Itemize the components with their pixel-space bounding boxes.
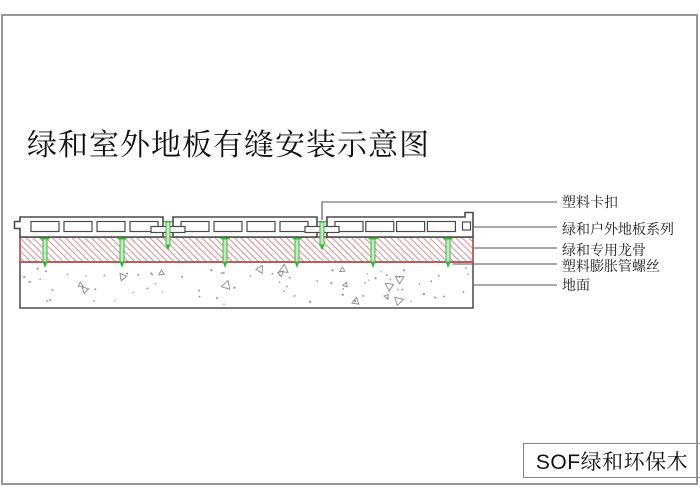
callout-label-plastic-clip: 塑料卡扣 <box>562 194 618 210</box>
callout-label-ground: 地面 <box>562 277 590 293</box>
callout-label-keel: 绿和专用龙骨 <box>562 242 646 258</box>
drawing-title: 绿和室外地板有缝安装示意图 <box>27 129 430 162</box>
title-block <box>523 443 700 478</box>
deck-board-layer <box>15 213 474 238</box>
ground-layer <box>20 262 473 308</box>
callout-label-deck-board: 绿和户外地板系列 <box>562 221 674 237</box>
callout-label-expansion-screw: 塑料膨胀管螺丝 <box>562 258 660 274</box>
board-edge-groove <box>463 222 471 230</box>
keel-hatch-layer <box>20 237 473 262</box>
brand-text: SOF绿和环保木 <box>535 450 689 474</box>
